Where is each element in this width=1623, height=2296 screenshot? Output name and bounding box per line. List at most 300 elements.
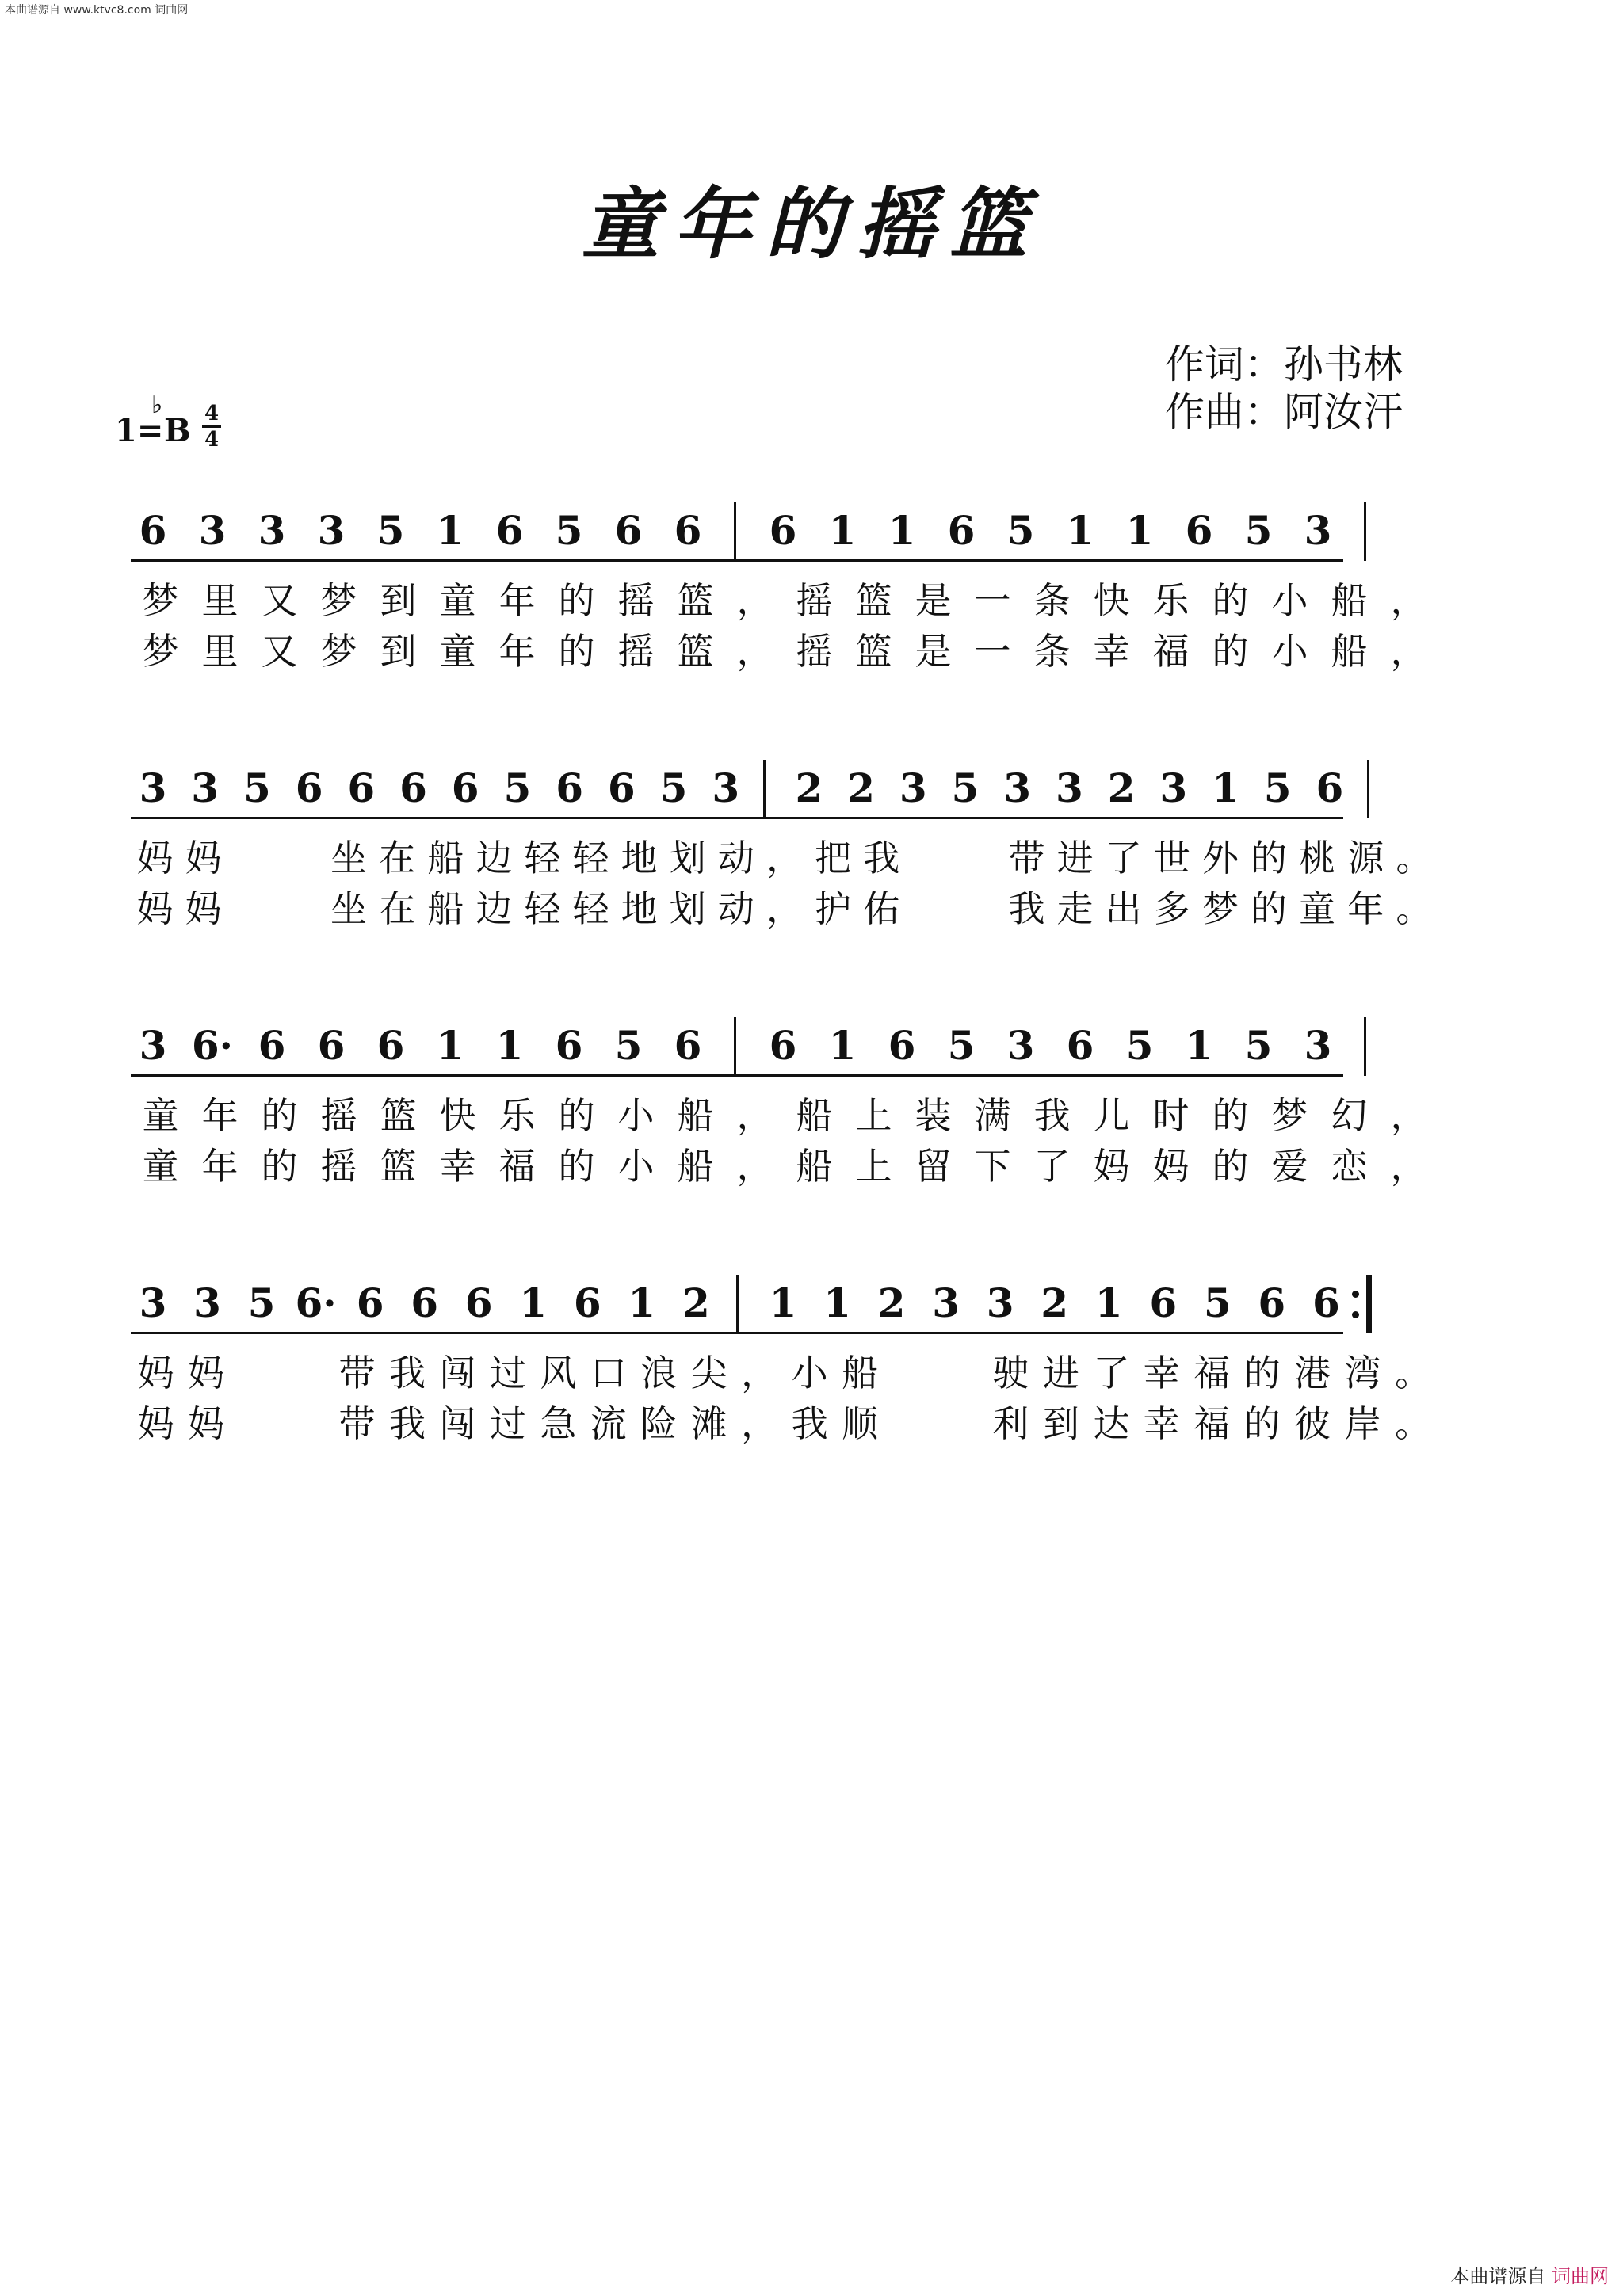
note: 3 bbox=[986, 1280, 1014, 1326]
lyric-char: 多 bbox=[1153, 887, 1190, 930]
lyric-char bbox=[885, 1351, 935, 1395]
lyric-char: 坐 bbox=[330, 837, 367, 879]
lyric-char: 闯 bbox=[439, 1352, 476, 1394]
lyric-char: ， bbox=[736, 579, 773, 622]
note: 6 bbox=[399, 765, 427, 811]
note: 6 bbox=[356, 1280, 384, 1326]
note: 3 bbox=[1304, 507, 1332, 554]
note: 1 bbox=[1066, 507, 1094, 554]
lyric-char: ， bbox=[736, 630, 773, 673]
note: 3 bbox=[139, 765, 167, 811]
note: 6 bbox=[614, 507, 643, 554]
header-note: 本曲谱源自 www.ktvc8.com 词曲网 bbox=[5, 4, 189, 17]
note: 1 bbox=[1212, 765, 1239, 811]
note: 6 bbox=[451, 765, 479, 811]
lyric-char: 童 bbox=[1299, 887, 1336, 930]
note: 3 bbox=[198, 507, 227, 554]
lyric-char: 篮 bbox=[380, 1094, 417, 1137]
composer-credit: 作曲：阿汝汗 bbox=[1165, 389, 1403, 435]
note: 6 bbox=[674, 507, 702, 554]
repeat-dot bbox=[1352, 1311, 1359, 1318]
note: 3 bbox=[139, 1022, 167, 1069]
note: 6 bbox=[495, 507, 524, 554]
lyric-char: 里 bbox=[201, 579, 239, 622]
lyric-char: 达 bbox=[1093, 1402, 1130, 1445]
lyric-char: ， bbox=[766, 887, 803, 930]
note: 6 bbox=[295, 765, 323, 811]
lyric-char: 的 bbox=[558, 1145, 595, 1188]
note: 6 bbox=[139, 507, 167, 554]
lyric-char: 妈 bbox=[1093, 1145, 1130, 1188]
lyric-char: 一 bbox=[974, 579, 1011, 622]
lyric-char: 幸 bbox=[1143, 1352, 1180, 1394]
lyric-char: 篮 bbox=[380, 1145, 417, 1188]
barline bbox=[734, 1017, 736, 1076]
footer-source: 本曲谱源自 bbox=[1450, 2265, 1546, 2287]
note: 1 bbox=[823, 1280, 851, 1326]
lyric-char bbox=[906, 887, 954, 931]
lyric-char: 的 bbox=[1251, 887, 1288, 930]
note: 3 bbox=[258, 507, 286, 554]
note: 5 bbox=[503, 765, 532, 811]
note: 1 bbox=[1094, 1280, 1123, 1326]
lyric-char: 边 bbox=[475, 837, 513, 879]
lyric-char: ， bbox=[766, 837, 803, 879]
lyric-char: 轻 bbox=[572, 887, 609, 930]
barline bbox=[736, 1275, 739, 1333]
note: 6 bbox=[1316, 765, 1344, 811]
lyric-char: 梦 bbox=[142, 630, 179, 673]
lyric-char: 摇 bbox=[796, 630, 833, 673]
lyric-char: 我 bbox=[1033, 1094, 1071, 1137]
lyric-char: 恋 bbox=[1331, 1145, 1368, 1188]
note: 3 bbox=[139, 1280, 167, 1326]
lyric-char: 驶 bbox=[992, 1352, 1029, 1394]
note: 6 bbox=[888, 1022, 916, 1069]
lyric-char: 把 bbox=[815, 837, 852, 879]
lyric-char: 福 bbox=[1193, 1402, 1231, 1445]
lyric-char: 摇 bbox=[617, 579, 655, 622]
lyric-char: 妈 bbox=[185, 837, 222, 879]
note: 6 bbox=[1185, 507, 1213, 554]
lyric-char: 到 bbox=[380, 579, 417, 622]
lyric-char: 船 bbox=[427, 837, 464, 879]
barline bbox=[763, 760, 766, 818]
lyric-char bbox=[885, 1402, 935, 1446]
note: 2 bbox=[877, 1280, 906, 1326]
lyric-char: 了 bbox=[1033, 1145, 1071, 1188]
lyric-char: 装 bbox=[915, 1094, 952, 1137]
lyric-char: 船 bbox=[1331, 579, 1368, 622]
note: 5 bbox=[951, 765, 980, 811]
credits bbox=[1165, 341, 1403, 436]
note: 6 bbox=[258, 1022, 286, 1069]
lyric-char: 的 bbox=[558, 1094, 595, 1137]
lyric-char: 摇 bbox=[796, 579, 833, 622]
lyric-char: 梦 bbox=[320, 630, 357, 673]
lyric-char: 流 bbox=[590, 1402, 627, 1445]
time-top: 4 bbox=[204, 402, 220, 425]
lyric-line-4-1 bbox=[131, 1351, 1438, 1395]
note: 3 bbox=[932, 1280, 960, 1326]
lyric-char: 年 bbox=[498, 579, 536, 622]
lyric-char: 的 bbox=[261, 1145, 298, 1188]
note: 2 bbox=[795, 765, 823, 811]
lyric-char bbox=[276, 887, 324, 931]
note: 2 bbox=[847, 765, 875, 811]
lyric-char: ， bbox=[736, 1094, 773, 1137]
lyric-char: 地 bbox=[621, 837, 658, 879]
lyric-char: 上 bbox=[855, 1094, 892, 1137]
lyric-line-2-1 bbox=[131, 836, 1438, 880]
note: 3 bbox=[191, 765, 220, 811]
lyric-char: 童 bbox=[439, 579, 476, 622]
lyric-char: 进 bbox=[1042, 1352, 1079, 1394]
note: 6 bbox=[1312, 1280, 1340, 1326]
lyric-line-1-2 bbox=[131, 629, 1438, 673]
lyric-char: 口 bbox=[590, 1352, 627, 1394]
note: 1 bbox=[436, 507, 464, 554]
note: 6 bbox=[376, 1022, 405, 1069]
lyric-char: 幸 bbox=[439, 1145, 476, 1188]
lyric-char: 条 bbox=[1033, 630, 1071, 673]
barline bbox=[1367, 760, 1369, 818]
lyric-char: 风 bbox=[540, 1352, 577, 1394]
note: 3 bbox=[899, 765, 927, 811]
lyric-char: 是 bbox=[915, 579, 952, 622]
note: 1 bbox=[888, 507, 916, 554]
lyric-char: 小 bbox=[1271, 630, 1308, 673]
note: 6· bbox=[295, 1280, 337, 1326]
note: 6 bbox=[1066, 1022, 1094, 1069]
note: 5 bbox=[242, 765, 271, 811]
lyric-char: 福 bbox=[498, 1145, 536, 1188]
lyric-char: 轻 bbox=[524, 887, 561, 930]
lyric-char: 佑 bbox=[863, 887, 900, 930]
barline bbox=[1364, 502, 1366, 561]
lyric-char: 的 bbox=[1212, 630, 1249, 673]
lyric-char: ， bbox=[1390, 1094, 1427, 1137]
lyric-char: 在 bbox=[379, 837, 416, 879]
lyric-char: 的 bbox=[558, 579, 595, 622]
lyric-char: 。 bbox=[1396, 837, 1433, 879]
lyric-char: 船 bbox=[677, 1145, 714, 1188]
lyric-char: 的 bbox=[1243, 1352, 1281, 1394]
lyric-char: 篮 bbox=[855, 579, 892, 622]
lyric-char: 闯 bbox=[439, 1402, 476, 1445]
key-label: 1= bbox=[115, 412, 164, 449]
repeat-dot bbox=[1352, 1291, 1359, 1298]
lyric-char: 年 bbox=[498, 630, 536, 673]
lyric-char: 小 bbox=[617, 1094, 655, 1137]
lyric-char: 小 bbox=[791, 1352, 828, 1394]
lyric-char: 险 bbox=[640, 1402, 678, 1445]
note: 5 bbox=[659, 765, 688, 811]
lyric-char: 是 bbox=[915, 630, 952, 673]
note: 6 bbox=[347, 765, 376, 811]
lyric-char: ， bbox=[1390, 1145, 1427, 1188]
flat-icon: ♭ bbox=[151, 391, 163, 419]
lyric-char: 梦 bbox=[1201, 887, 1239, 930]
lyric-char: ， bbox=[1390, 579, 1427, 622]
note: 3 bbox=[1159, 765, 1188, 811]
lyric-char: 坐 bbox=[330, 887, 367, 930]
lyric-char: 带 bbox=[1008, 837, 1045, 879]
lyric-char: 的 bbox=[1212, 1094, 1249, 1137]
lyric-char: 幸 bbox=[1143, 1402, 1180, 1445]
note: 6 bbox=[1258, 1280, 1286, 1326]
lyric-char: 我 bbox=[388, 1402, 426, 1445]
lyric-char: 爱 bbox=[1271, 1145, 1308, 1188]
note: 6 bbox=[556, 765, 583, 811]
page-title: 童年的摇篮 bbox=[581, 179, 1041, 270]
lyric-line-3-2 bbox=[131, 1144, 1438, 1188]
lyric-char: 妈 bbox=[137, 1402, 174, 1445]
lyric-char: 船 bbox=[796, 1145, 833, 1188]
lyric-char: 妈 bbox=[137, 1352, 174, 1394]
note: 5 bbox=[1006, 507, 1035, 554]
lyric-char: 港 bbox=[1294, 1352, 1331, 1394]
lyric-char: 我 bbox=[863, 837, 900, 879]
key-tonic: B bbox=[164, 412, 191, 449]
barline bbox=[1364, 1017, 1366, 1076]
note: 3 bbox=[1055, 765, 1083, 811]
lyric-char: 的 bbox=[1212, 1145, 1249, 1188]
lyric-char: 上 bbox=[855, 1145, 892, 1188]
lyric-char: 乐 bbox=[498, 1094, 536, 1137]
lyric-char: 妈 bbox=[136, 887, 174, 930]
lyric-char: 童 bbox=[142, 1094, 179, 1137]
lyric-char: 妈 bbox=[1152, 1145, 1190, 1188]
lyric-char: 船 bbox=[677, 1094, 714, 1137]
lyric-char: 划 bbox=[669, 887, 706, 930]
note: 6 bbox=[555, 1022, 583, 1069]
lyric-char: 童 bbox=[439, 630, 476, 673]
lyric-char: 里 bbox=[201, 630, 239, 673]
lyric-char: 带 bbox=[338, 1402, 376, 1445]
lyric-char: 的 bbox=[558, 630, 595, 673]
lyric-char: 。 bbox=[1395, 1352, 1432, 1394]
lyric-char bbox=[231, 1351, 281, 1395]
note: 5 bbox=[555, 507, 583, 554]
note: 5 bbox=[1125, 1022, 1154, 1069]
note: 1 bbox=[436, 1022, 464, 1069]
lyric-char: 动 bbox=[717, 837, 754, 879]
note: 5 bbox=[947, 1022, 976, 1069]
note: 1 bbox=[828, 507, 857, 554]
lyric-char bbox=[906, 836, 954, 880]
lyric-char bbox=[276, 836, 324, 880]
note: 3 bbox=[1006, 1022, 1035, 1069]
lyric-line-1-1 bbox=[131, 578, 1438, 623]
lyric-char: 童 bbox=[142, 1145, 179, 1188]
lyric-char: ， bbox=[1390, 630, 1427, 673]
lyric-char: 边 bbox=[475, 887, 513, 930]
lyric-char bbox=[281, 1402, 331, 1446]
note: 5 bbox=[614, 1022, 643, 1069]
lyric-char: 篮 bbox=[855, 630, 892, 673]
time-signature bbox=[202, 402, 221, 451]
lyric-char: 儿 bbox=[1093, 1094, 1130, 1137]
lyric-char: 过 bbox=[489, 1402, 526, 1445]
note: 6· bbox=[191, 1022, 234, 1069]
lyric-char: 年 bbox=[201, 1145, 239, 1188]
lyric-char: 幻 bbox=[1331, 1094, 1368, 1137]
note: 6 bbox=[1149, 1280, 1178, 1326]
lyric-char: 摇 bbox=[320, 1145, 357, 1188]
lyric-line-4-2 bbox=[131, 1402, 1438, 1446]
note: 2 bbox=[682, 1280, 710, 1326]
lyric-char: 梦 bbox=[1271, 1094, 1308, 1137]
note: 1 bbox=[1125, 507, 1154, 554]
note: 6 bbox=[769, 1022, 797, 1069]
note: 1 bbox=[1185, 1022, 1213, 1069]
footer bbox=[1450, 2260, 1609, 2288]
lyric-char: 又 bbox=[261, 630, 298, 673]
beam-line bbox=[131, 559, 1343, 562]
lyric-char bbox=[231, 1402, 281, 1446]
note: 3 bbox=[1304, 1022, 1332, 1069]
lyric-char: 我 bbox=[1008, 887, 1045, 930]
note: 6 bbox=[607, 765, 636, 811]
note: 6 bbox=[573, 1280, 601, 1326]
lyric-char: 梦 bbox=[142, 579, 179, 622]
lyric-char: 带 bbox=[338, 1352, 376, 1394]
lyric-char: 摇 bbox=[617, 630, 655, 673]
note: 3 bbox=[1003, 765, 1032, 811]
note: 6 bbox=[411, 1280, 439, 1326]
note: 1 bbox=[519, 1280, 548, 1326]
lyric-char: 轻 bbox=[524, 837, 561, 879]
lyric-char: 下 bbox=[974, 1145, 1011, 1188]
lyric-line-3-1 bbox=[131, 1093, 1438, 1138]
note: 6 bbox=[769, 507, 797, 554]
lyric-char: 的 bbox=[1251, 837, 1288, 879]
lyric-char: 船 bbox=[1331, 630, 1368, 673]
lyric-char: 条 bbox=[1033, 579, 1071, 622]
lyric-char: 小 bbox=[1271, 579, 1308, 622]
note: 2 bbox=[1041, 1280, 1069, 1326]
time-bottom: 4 bbox=[204, 428, 220, 452]
note: 1 bbox=[828, 1022, 857, 1069]
lyric-char: 小 bbox=[617, 1145, 655, 1188]
lyric-char: 地 bbox=[621, 887, 658, 930]
lyric-char: 梦 bbox=[320, 579, 357, 622]
lyric-char: 篮 bbox=[677, 579, 714, 622]
lyric-char: 。 bbox=[1396, 887, 1433, 930]
lyric-char: 顺 bbox=[842, 1402, 879, 1445]
note: 3 bbox=[193, 1280, 221, 1326]
lyric-char: 快 bbox=[1093, 579, 1130, 622]
lyric-char bbox=[935, 1402, 985, 1446]
lyric-char bbox=[954, 887, 1002, 931]
note: 3 bbox=[317, 507, 346, 554]
note: 5 bbox=[1244, 507, 1273, 554]
barline bbox=[734, 502, 736, 561]
lyric-char: 。 bbox=[1395, 1402, 1432, 1445]
lyric-char: 我 bbox=[791, 1402, 828, 1445]
note: 1 bbox=[628, 1280, 656, 1326]
lyric-char: 乐 bbox=[1152, 579, 1190, 622]
beam-line bbox=[131, 1074, 1343, 1077]
lyric-char: 船 bbox=[842, 1352, 879, 1394]
lyric-char: 滩 bbox=[690, 1402, 727, 1445]
note: 5 bbox=[1203, 1280, 1232, 1326]
note: 5 bbox=[1263, 765, 1292, 811]
lyric-char: 划 bbox=[669, 837, 706, 879]
note: 5 bbox=[1244, 1022, 1273, 1069]
lyric-char bbox=[954, 836, 1002, 880]
lyric-char: 了 bbox=[1105, 837, 1142, 879]
lyric-char: 走 bbox=[1056, 887, 1094, 930]
lyricist-credit: 作词：孙书林 bbox=[1165, 341, 1403, 387]
lyric-char: ， bbox=[741, 1352, 778, 1394]
lyric-char: 世 bbox=[1153, 837, 1190, 879]
note: 6 bbox=[317, 1022, 346, 1069]
lyric-char: 岸 bbox=[1344, 1402, 1381, 1445]
lyric-char: 我 bbox=[388, 1352, 426, 1394]
note: 6 bbox=[464, 1280, 493, 1326]
lyric-char bbox=[227, 887, 276, 931]
lyric-char: 湾 bbox=[1344, 1352, 1381, 1394]
lyric-char: 到 bbox=[380, 630, 417, 673]
lyric-char: 船 bbox=[427, 887, 464, 930]
note: 6 bbox=[674, 1022, 702, 1069]
lyric-char: 满 bbox=[974, 1094, 1011, 1137]
lyric-char: 时 bbox=[1152, 1094, 1190, 1137]
lyric-char: 源 bbox=[1347, 837, 1384, 879]
key-signature bbox=[115, 391, 220, 452]
footer-brand: 词曲网 bbox=[1552, 2265, 1609, 2287]
lyric-char: 的 bbox=[1212, 579, 1249, 622]
lyric-char: 急 bbox=[540, 1402, 577, 1445]
lyric-char: 福 bbox=[1193, 1352, 1231, 1394]
lyric-char: 的 bbox=[261, 1094, 298, 1137]
note: 1 bbox=[495, 1022, 524, 1069]
lyric-line-2-2 bbox=[131, 887, 1438, 931]
lyric-char bbox=[935, 1351, 985, 1395]
note: 5 bbox=[376, 507, 405, 554]
lyric-char: 年 bbox=[201, 1094, 239, 1137]
lyric-char: 幸 bbox=[1093, 630, 1130, 673]
lyric-char: 动 bbox=[717, 887, 754, 930]
beam-line bbox=[131, 817, 1343, 819]
lyric-char: 过 bbox=[489, 1352, 526, 1394]
note: 5 bbox=[247, 1280, 276, 1326]
note: 3 bbox=[712, 765, 740, 811]
lyric-char: 桃 bbox=[1299, 837, 1336, 879]
lyric-char bbox=[281, 1351, 331, 1395]
lyric-char: 快 bbox=[439, 1094, 476, 1137]
lyric-char: 篮 bbox=[677, 630, 714, 673]
repeat-barline bbox=[1366, 1275, 1372, 1333]
lyric-char: 摇 bbox=[320, 1094, 357, 1137]
beam-line bbox=[131, 1332, 1343, 1334]
note: 6 bbox=[947, 507, 976, 554]
lyric-char: 一 bbox=[974, 630, 1011, 673]
lyric-char: 外 bbox=[1201, 837, 1239, 879]
lyric-char: 妈 bbox=[188, 1352, 225, 1394]
lyric-char: 船 bbox=[796, 1094, 833, 1137]
note: 1 bbox=[769, 1280, 797, 1326]
lyric-char: ， bbox=[736, 1145, 773, 1188]
lyric-char: 轻 bbox=[572, 837, 609, 879]
lyric-char: 在 bbox=[379, 887, 416, 930]
lyric-char: 到 bbox=[1042, 1402, 1079, 1445]
lyric-char: 进 bbox=[1056, 837, 1094, 879]
lyric-char: 年 bbox=[1347, 887, 1384, 930]
lyric-char: 的 bbox=[1243, 1402, 1281, 1445]
